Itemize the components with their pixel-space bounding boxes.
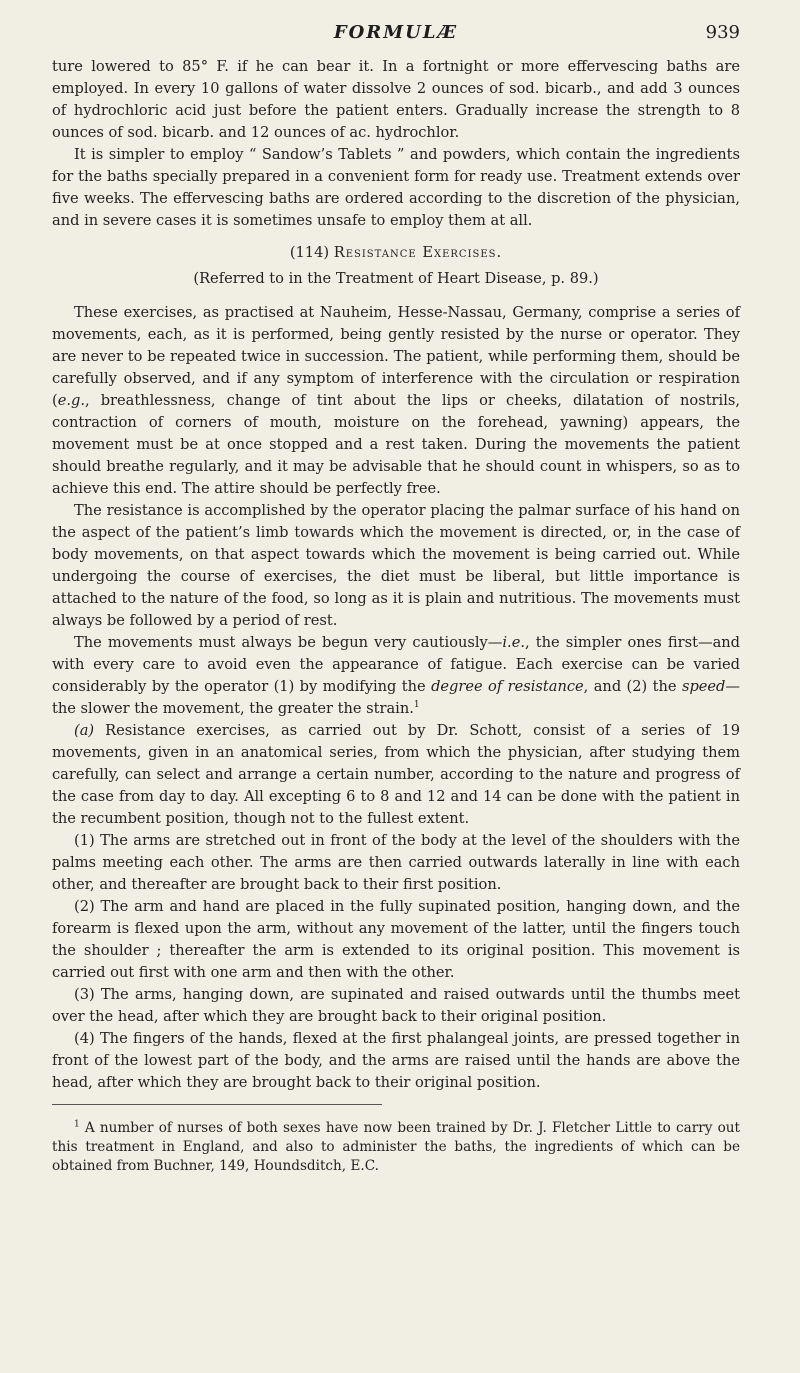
page-body	[52, 56, 740, 1094]
footnote: $^1$ A number of nurses of both sexes have now been trained by Dr. J. Fletcher Little to carry out this treatment in England, and also to administer the baths, the ingredients of which can be obtained from Buchner, 149, Houndsditch, E.C.	[52, 1119, 740, 1174]
running-title: FORMULÆ	[333, 22, 459, 43]
section-title: Resistance Exercises.	[333, 244, 503, 261]
paragraph-cautious-start: The movements must always be begun very cautiously—i.e., the simpler ones first—and with every care to avoid even the appearance of fatigue. Each exercise can be varied considerably by the operator (1) by modifying the degree of resistance, and (2) the speed—the slower the movement, the greater the strain.$^1$	[52, 634, 741, 717]
paragraph-exercises-intro: These exercises, as practised at Nauheim, Hesse-Nassau, Germany, comprise a series of movements, each, as it is performed, being gently resisted by the nurse or operator. They are never to be repeated twice in succession. The patient, while performing them, should be carefully observed, and if any symptom of interference with the circulation or respiration (e.g., breathlessness, change of tint about the lips or cheeks, dilatation of nostrils, contraction of corners of mouth, moisture on the forehead, yawning) appears, the movement must be at once stopped and a rest taken. During the movements the patient should breathe regularly, and it may be advisable that he should count in whispers, so as to achieve this end. The attire should be perfectly free.	[52, 304, 740, 497]
exercise-item: (3) The arms, hanging down, are supinated and raised outwards until the thumbs meet over the head, after which they are brought back to their original position.	[52, 986, 740, 1025]
exercise-item: (1) The arms are stretched out in front of the body at the level of the shoulders with the palms meeting each other. The arms are then carried outwards laterally in line with each other, and thereafter are brought back to their first position.	[52, 832, 740, 893]
exercise-item: (4) The fingers of the hands, flexed at the first phalangeal joints, are pressed together in front of the lowest part of the body, and the arms are raised until the hands are above the head, after which they are brought back to their original position.	[52, 1030, 740, 1091]
paragraph-continuation: ture lowered to 85° F. if he can bear it. In a fortnight or more effervescing baths are employed. In every 10 gallons of water dissolve 2 ounces of sod. bicarb., and add 3 ounces of hydrochloric acid just before the patient enters. Gradually increase the strength to 8 ounces of sod. bicarb. and 12 ounces of ac. hydrochlor.	[52, 58, 740, 141]
page-number: 939	[705, 22, 740, 43]
exercise-item: (2) The arm and hand are placed in the fully supinated position, hanging down, and the forearm is flexed upon the arm, without any movement of the latter, until the fingers touch the shoulder ; thereafter the arm is extended to its original position. This movement is carried out first with one arm and then with the other.	[52, 898, 740, 981]
section-heading	[52, 242, 740, 264]
footnote-ref: 1	[413, 700, 420, 711]
paragraph-resistance: The resistance is accomplished by the operator placing the palmar surface of his hand on the aspect of the patient’s limb towards which the movement is directed, or, in the case of body movements, on that aspect towards which the movement is being carried out. While undergoing the course of exercises, the diet must be liberal, but little importance is attached to the nature of the food, so long as it is plain and nutritious. The movements must always be followed by a period of rest.	[52, 502, 740, 629]
paragraph-sandow-tablets: It is simpler to employ “ Sandow’s Tablets ” and powders, which contain the ingredients for the baths specially prepared in a convenient form for ready use. Treatment extends over five weeks. The effervescing baths are ordered according to the discretion of the physician, and in severe cases it is sometimes unsafe to employ them at all.	[52, 146, 740, 229]
section-reference: (Referred to in the Treatment of Heart Disease, p. 89.)	[193, 270, 599, 287]
footnote-divider	[52, 1104, 382, 1105]
section-number: (114)	[289, 244, 330, 261]
paragraph-schott: (a) Resistance exercises, as carried out by Dr. Schott, consist of a series of 19 movements, given in an anatomical series, from which the physician, after studying them carefully, can select and arrange a certain number, according to the nature and progress of the case from day to day. All excepting 6 to 8 and 12 and 14 can be done with the patient in the recumbent position, though not to the fullest extent.	[52, 722, 740, 827]
page-header	[52, 0, 740, 56]
